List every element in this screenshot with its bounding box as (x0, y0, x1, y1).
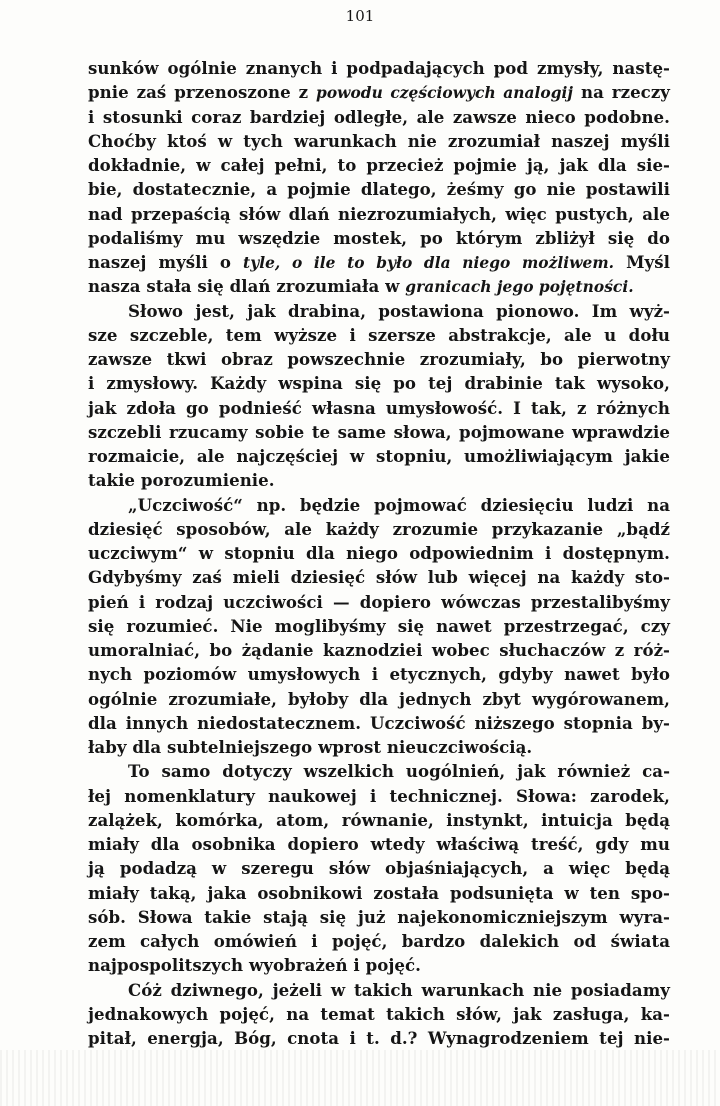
text-line: „Uczciwość“ np. będzie pojmować dziesięciu ludzi na (128, 494, 670, 515)
text-line: nad przepaścią słów dlań niezrozumiałych, więc pustych, ale (88, 203, 670, 224)
text-line: jak zdoła go podnieść własna umysłowość. I tak, z różnych (88, 397, 670, 418)
text-line: sób. Słowa takie stają się już najekonomiczniejszym wyra- (88, 906, 670, 927)
text-line: dokładnie, w całej pełni, to przecież pojmie ją, jak dla sie- (88, 155, 670, 175)
text-line: się rozumieć. Nie moglibyśmy się nawet przestrzegać, czy (88, 615, 670, 636)
text-run: pnie zaś przenoszone z (88, 82, 317, 103)
text-line: łaby dla subtelniejszego wprost nieuczciwością. (88, 737, 533, 757)
body-text (88, 56, 670, 1050)
text-line: ogólnie zrozumiałe, byłoby dla jednych zbyt wygórowanem, (88, 688, 670, 709)
text-line: Choćby ktoś w tych warunkach nie zrozumiał naszej myśli (88, 130, 670, 151)
text-line: rozmaicie, ale najczęściej w stopniu, umożliwiającym jakie (88, 446, 670, 466)
italic-run: tyle, o ile to było dla niego możliwem. (243, 254, 615, 272)
text-line: miały taką, jaka osobnikowi została podsunięta w ten spo- (88, 882, 670, 903)
text-line: uczciwym“ w stopniu dla niego odpowiednim i dostępnym. (88, 543, 670, 563)
text-line: ją podadzą w szeregu słów objaśniających, a więc będą (88, 858, 670, 879)
italic-run: granicach jego pojętności. (405, 278, 634, 297)
text-line: pitał, energja, Bóg, cnota i t. d.? Wynagrodzeniem tej nie- (88, 1028, 670, 1048)
text-line: zawsze tkwi obraz powszechnie zrozumiały, bo pierwotny (88, 349, 670, 369)
text-run: Myśl (614, 252, 670, 272)
text-line: najpospolitszych wyobrażeń i pojęć. (88, 955, 421, 976)
text-line: łej nomenklatury naukowej i technicznej. Słowa: zarodek, (88, 785, 670, 806)
italic-run: powodu częściowych analogij (316, 84, 574, 103)
text-line: nych poziomów umysłowych i etycznych, gdyby nawet było (88, 664, 670, 685)
text-line: bie, dostatecznie, a pojmie dlatego, żeśmy go nie postawili (88, 179, 670, 200)
text-line: dziesięć sposobów, ale każdy zrozumie przykazanie „bądź (88, 518, 670, 539)
text-line: jednakowych pojęć, na temat takich słów, jak zasługa, ka- (88, 1003, 670, 1024)
text-run: naszej myśli o (88, 252, 244, 272)
text-line: i zmysłowy. Każdy wspina się po tej drabinie tak wysoko, (88, 373, 670, 394)
text-line: umoralniać, bo żądanie kaznodziei wobec słuchaczów z róż- (88, 640, 670, 660)
text-line: To samo dotyczy wszelkich uogólnień, jak również ca- (128, 761, 670, 782)
text-run: na rzeczy (573, 82, 670, 103)
text-line (88, 80, 670, 104)
text-line: sunków ogólnie znanych i podpadających pod zmysły, nastę- (88, 58, 670, 78)
text-line: i stosunki coraz bardziej odległe, ale zawsze nieco podobne. (88, 106, 670, 127)
text-line: sze szczeble, tem wyższe i szersze abstrakcje, ale u dołu (88, 324, 670, 345)
text-line: Cóż dziwnego, jeżeli w takich warunkach nie posiadamy (128, 979, 670, 1000)
text-line: podaliśmy mu wszędzie mostek, po którym zbliżył się do (88, 227, 670, 248)
text-line: zem całych omówień i pojęć, bardzo dalekich od świata (88, 931, 670, 951)
text-line: dla innych niedostatecznem. Uczciwość niższego stopnia by- (88, 712, 670, 733)
text-line (88, 274, 670, 298)
text-line: szczebli rzucamy sobie te same słowa, pojmowane wprawdzie (88, 421, 670, 442)
text-line: zalążek, komórka, atom, równanie, instynkt, intuicja będą (88, 809, 670, 830)
text-line: miały dla osobnika dopiero wtedy właściwą treść, gdy mu (88, 834, 670, 854)
text-line: Słowo jest, jak drabina, postawiona pionowo. Im wyż- (128, 300, 670, 321)
text-line (88, 250, 670, 274)
text-run: nasza stała się dlań zrozumiała w (88, 276, 406, 297)
page-number: 101 (345, 7, 375, 25)
text-line: Gdybyśmy zaś mieli dziesięć słów lub więcej na każdy sto- (88, 567, 670, 588)
text-line: takie porozumienie. (88, 470, 275, 491)
page-bottom-edge (0, 1050, 720, 1106)
text-line: pień i rodzaj uczciwości — dopiero wówczas przestalibyśmy (88, 591, 670, 612)
